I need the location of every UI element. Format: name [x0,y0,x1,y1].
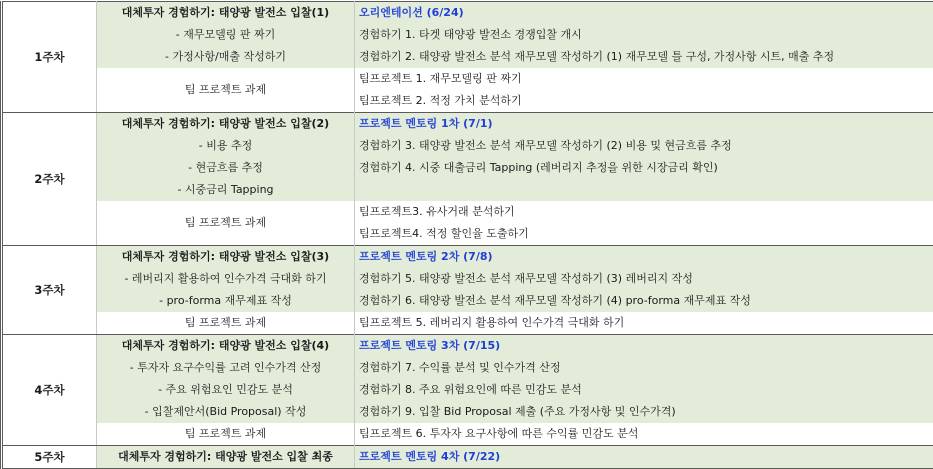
session-detail: 경험하기 6. 태양광 발전소 분석 재무모델 작성하기 (4) pro-forma 재무제표 작성 [355,290,933,312]
team-project-label: 팀 프로젝트 과제 [97,201,355,246]
week-row [3,379,933,401]
week-row [3,179,933,201]
week-row [3,46,933,68]
session-detail: 경험하기 2. 태양광 발전소 분석 재무모델 작성하기 (1) 재무모델 틀 구성, 가정사항 시트, 매출 추정 [355,46,933,68]
week-label: 5주차 [3,446,97,469]
week-label: 3주차 [3,246,97,335]
week-label: 2주차 [3,113,97,246]
lesson-item: - 시중금리 Tapping [97,179,355,201]
session-detail: 경험하기 1. 타겟 태양광 발전소 경쟁입찰 개시 [355,24,933,46]
lesson-item: - 재무모델링 판 짜기 [97,24,355,46]
team-row [3,201,933,223]
team-row [3,68,933,90]
lesson-item: - pro-forma 재무제표 작성 [97,290,355,312]
week-row [3,157,933,179]
session-header [355,446,933,469]
lesson-item: - 비용 추정 [97,135,355,157]
week-row [3,246,933,269]
session-header-text: 프로젝트 멘토링 1차 (7/1) [359,117,493,130]
team-row [3,423,933,446]
lesson-title: 대체투자 경험하기: 태양광 발전소 입찰(2) [97,113,355,136]
team-project-detail: 팀프로젝트 2. 적정 가치 분석하기 [355,90,933,113]
week-row [3,24,933,46]
session-header-text: 오리엔테이션 (6/24) [359,6,464,19]
team-project-label: 팀 프로젝트 과제 [97,68,355,113]
session-detail: 경험하기 3. 태양광 발전소 분석 재무모델 작성하기 (2) 비용 및 현금흐름 추정 [355,135,933,157]
lesson-item: - 레버리지 활용하여 인수가격 극대화 하기 [97,268,355,290]
team-project-detail: 팀프로젝트 5. 레버리지 활용하여 인수가격 극대화 하기 [355,312,933,335]
week-row [3,113,933,136]
lesson-title: 대체투자 경험하기: 태양광 발전소 입찰(3) [97,246,355,269]
curriculum-table [2,1,933,469]
team-project-detail: 팀프로젝트4. 적정 할인율 도출하기 [355,223,933,246]
week-row [3,2,933,25]
session-header-text: 프로젝트 멘토링 4차 (7/22) [359,450,501,463]
lesson-title: 대체투자 경험하기: 태양광 발전소 입찰 최종 [97,446,355,469]
session-detail: 경험하기 9. 입찰 Bid Proposal 제출 (주요 가정사항 및 인수가격) [355,401,933,423]
session-header-text: 프로젝트 멘토링 2차 (7/8) [359,250,493,263]
team-project-label: 팀 프로젝트 과제 [97,423,355,446]
curriculum-table-wrapper [0,1,933,469]
team-project-label: 팀 프로젝트 과제 [97,312,355,335]
week-row [3,135,933,157]
week-label: 4주차 [3,335,97,446]
session-detail: 경험하기 8. 주요 위험요인에 따른 민감도 분석 [355,379,933,401]
team-project-detail: 팀프로젝트 6. 투자자 요구사항에 따른 수익률 민감도 분석 [355,423,933,446]
team-project-detail: 팀프로젝트 1. 재무모델링 판 짜기 [355,68,933,90]
curriculum-table-body [3,2,933,469]
session-header-text: 프로젝트 멘토링 3차 (7/15) [359,339,501,352]
lesson-item: - 입찰제안서(Bid Proposal) 작성 [97,401,355,423]
session-detail [355,179,933,201]
week-row [3,357,933,379]
session-header [355,335,933,358]
session-detail: 경험하기 7. 수익률 분석 및 인수가격 산정 [355,357,933,379]
team-project-detail: 팀프로젝트3. 유사거래 분석하기 [355,201,933,223]
lesson-item: - 주요 위험요인 민감도 분석 [97,379,355,401]
session-detail: 경험하기 5. 태양광 발전소 분석 재무모델 작성하기 (3) 레버리지 작성 [355,268,933,290]
week-label: 1주차 [3,2,97,113]
lesson-title: 대체투자 경험하기: 태양광 발전소 입찰(4) [97,335,355,358]
session-header [355,113,933,136]
week-row [3,268,933,290]
lesson-item: - 가정사항/매출 작성하기 [97,46,355,68]
lesson-item: - 현금흐름 추정 [97,157,355,179]
team-row [3,312,933,335]
session-header [355,246,933,269]
session-detail: 경험하기 4. 시중 대출금리 Tapping (레버리지 추정을 위한 시장금리 확인) [355,157,933,179]
week-row [3,401,933,423]
week-row [3,290,933,312]
lesson-title: 대체투자 경험하기: 태양광 발전소 입찰(1) [97,2,355,25]
week-row [3,335,933,358]
week-row [3,446,933,469]
session-header [355,2,933,25]
lesson-item: - 투자자 요구수익률 고려 인수가격 산정 [97,357,355,379]
